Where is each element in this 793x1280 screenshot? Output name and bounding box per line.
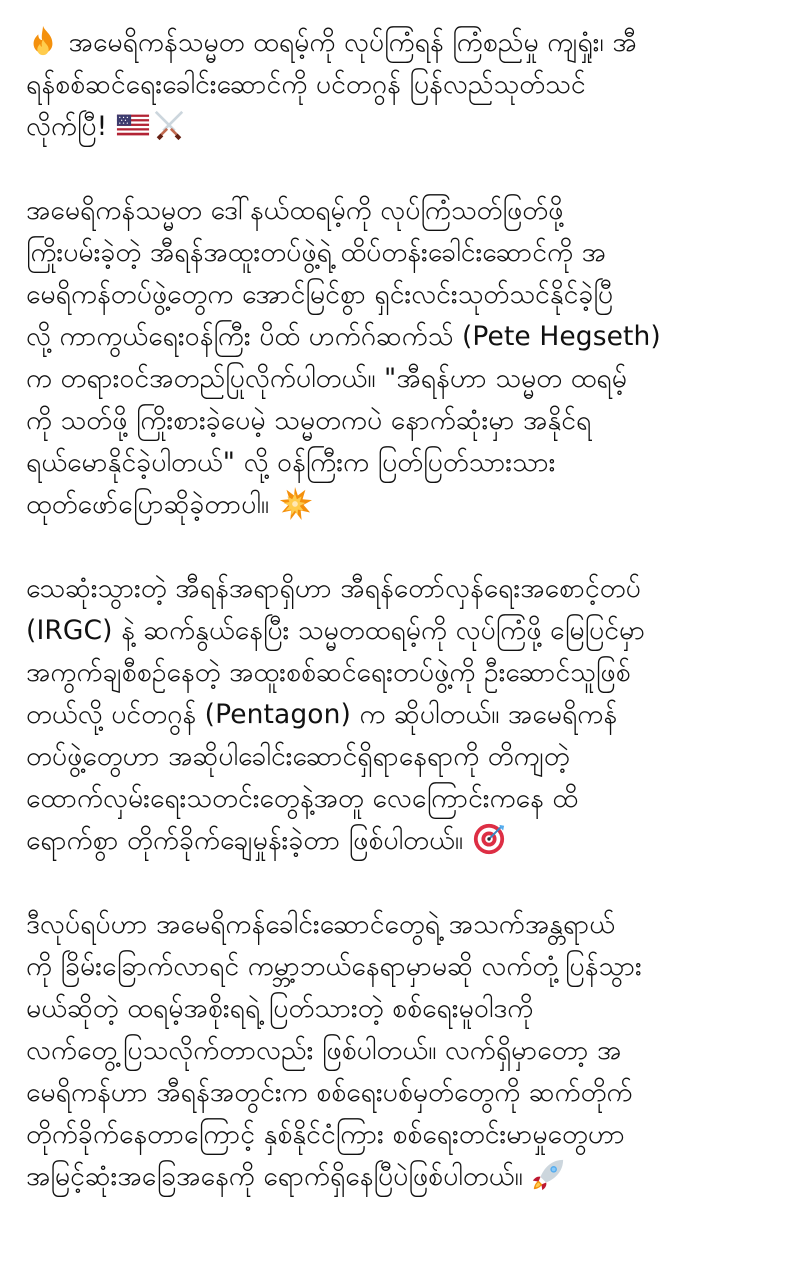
text-line bbox=[26, 1156, 778, 1198]
text-line: လို့ ကာကွယ်ရေးဝန်ကြီး ပိထ် ဟက်ဂ်ဆက်သ် (Pete Hegseth) bbox=[26, 321, 661, 352]
line-text: ထုတ်ဖော်ပြောဆိုခဲ့တာပါ။ bbox=[26, 489, 270, 520]
text-line bbox=[26, 106, 778, 148]
text-line: မေရိကန်ဟာ အီရန်အတွင်းက စစ်ရေးပစ်မှတ်တွေကို ဆက်တိုက် bbox=[26, 1077, 633, 1108]
paragraph-3 bbox=[26, 568, 778, 862]
paragraph-2 bbox=[26, 190, 778, 526]
us-flag-emoji bbox=[116, 108, 150, 142]
text-line: လက်တွေ့ပြသလိုက်တာလည်း ဖြစ်ပါတယ်။ လက်ရှိမှာတော့ အ bbox=[26, 1035, 622, 1066]
text-line: ရယ်မောနိုင်ခဲ့ပါတယ်" လို့ ဝန်ကြီးက ပြတ်ပြတ်သားသား bbox=[26, 447, 556, 478]
text-line: ကြိုးပမ်းခဲ့တဲ့ အီရန်အထူးတပ်ဖွဲ့ရဲ့ ထိပ်တန်းခေါင်းဆောင်ကို အ bbox=[26, 237, 607, 268]
post-body bbox=[26, 22, 778, 1240]
text-line: မေရိကန်တပ်ဖွဲ့တွေက အောင်မြင်စွာ ရှင်းလင်းသုတ်သင်နိုင်ခဲ့ပြီ bbox=[26, 279, 614, 310]
line-text: အမေရိကန်သမ္မတ ထရမ့်ကို လုပ်ကြံရန် ကြံစည်မှု ကျရှုံး၊ အီ bbox=[68, 27, 637, 58]
line-text: ရောက်စွာ တိုက်ခိုက်ချေမှုန်းခဲ့တာ ဖြစ်ပါတယ်။ bbox=[26, 825, 464, 856]
text-line: ရန်စစ်ဆင်ရေးခေါင်းဆောင်ကို ပင်တဂွန် ပြန်လည်သုတ်သင် bbox=[26, 69, 586, 100]
text-line: အကွက်ချစီစဉ်နေတဲ့ အထူးစစ်ဆင်ရေးတပ်ဖွဲ့ကို ဦးဆောင်သူဖြစ် bbox=[26, 657, 631, 688]
text-line: တိုက်ခိုက်နေတာကြောင့် နှစ်နိုင်ငံကြား စစ်ရေးတင်းမာမှုတွေဟာ bbox=[26, 1119, 625, 1150]
text-line: မယ်ဆိုတဲ့ ထရမ့်အစိုးရရဲ့ ပြတ်သားတဲ့ စစ်ရေးမူဝါဒကို bbox=[26, 993, 534, 1024]
text-line: တယ်လို့ ပင်တဂွန် (Pentagon) က ဆိုပါတယ်။ အမေရိကန် bbox=[26, 699, 618, 730]
text-line: ကို သတ်ဖို့ ကြိုးစားခဲ့ပေမဲ့ သမ္မတကပဲ နောက်ဆုံးမှာ အနိုင်ရ bbox=[26, 405, 592, 436]
rocket-emoji bbox=[531, 1158, 565, 1192]
text-line: ကို ခြိမ်းခြောက်လာရင် ကမ္ဘာ့ဘယ်နေရာမှာမဆို လက်တုံ့ပြန်သွား bbox=[26, 951, 642, 982]
text-line: ထောက်လှမ်းရေးသတင်းတွေနဲ့အတူ လေကြောင်းကနေ ထိ bbox=[26, 783, 579, 814]
collision-emoji bbox=[278, 486, 312, 520]
crossed-swords-emoji bbox=[152, 108, 186, 142]
text-line: (IRGC) နဲ့ ဆက်နွယ်နေပြီး သမ္မတထရမ့်ကို လုပ်ကြံဖို့ မြေပြင်မှာ bbox=[26, 615, 646, 646]
text-line bbox=[26, 484, 778, 526]
fire-emoji bbox=[26, 24, 60, 58]
text-line: အမေရိကန်သမ္မတ ဒေါ်နယ်ထရမ့်ကို လုပ်ကြံသတ်ဖြတ်ဖို့ bbox=[26, 195, 564, 226]
text-line: ဒီလုပ်ရပ်ဟာ အမေရိကန်ခေါင်းဆောင်တွေရဲ့ အသက်အန္တရာယ် bbox=[26, 909, 616, 940]
text-line bbox=[26, 820, 778, 862]
line-text: အမြင့်ဆုံးအခြေအနေကို ရောက်ရှိနေပြီပဲဖြစ်ပါတယ်။ bbox=[26, 1161, 523, 1192]
paragraph-1 bbox=[26, 22, 778, 148]
direct-hit-emoji bbox=[472, 822, 506, 856]
text-line: က တရားဝင်အတည်ပြုလိုက်ပါတယ်။ "အီရန်ဟာ သမ္မတ ထရမ့် bbox=[26, 363, 627, 394]
line-text: လိုက်ပြီ! bbox=[26, 111, 108, 142]
text-line: တပ်ဖွဲ့တွေဟာ အဆိုပါခေါင်းဆောင်ရှိရာနေရာကို တိကျတဲ့ bbox=[26, 741, 570, 772]
text-line bbox=[26, 22, 778, 64]
text-line: သေဆုံးသွားတဲ့ အီရန်အရာရှိဟာ အီရန်တော်လှန်ရေးအစောင့်တပ် bbox=[26, 573, 641, 604]
paragraph-4 bbox=[26, 904, 778, 1198]
